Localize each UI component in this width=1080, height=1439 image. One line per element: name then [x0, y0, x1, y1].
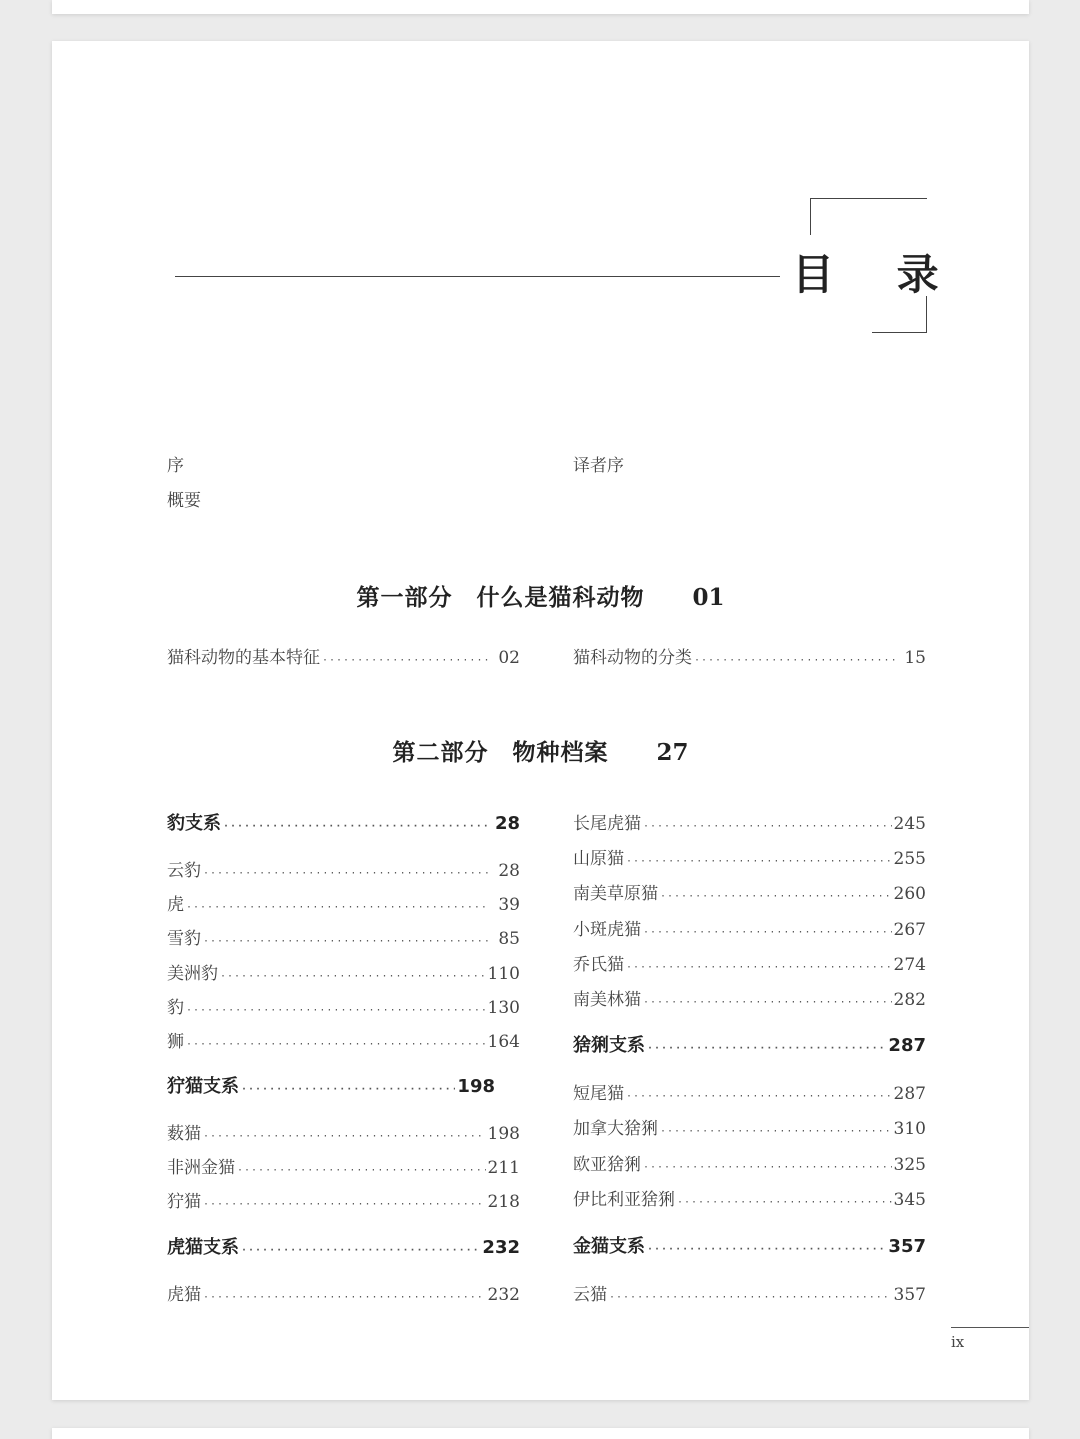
toc-entry-page: 255 — [893, 849, 926, 869]
toc-entry-title: 狞猫 — [167, 1192, 201, 1212]
toc-entry-title: 豹 — [167, 998, 184, 1018]
toc-leader — [660, 1126, 892, 1137]
toc-leader — [203, 1131, 486, 1142]
front-matter-summary[interactable]: 概要 — [167, 491, 201, 511]
toc-entry-page: 345 — [893, 1190, 926, 1210]
toc-entry[interactable] — [573, 985, 926, 1010]
toc-section-entry[interactable] — [167, 1072, 495, 1097]
toc-entry[interactable] — [573, 879, 926, 904]
toc-entry[interactable] — [167, 959, 520, 984]
toc-entry-title: 金猫支系 — [573, 1236, 645, 1257]
front-matter-translator-preface[interactable]: 译者序 — [573, 456, 624, 476]
toc-leader — [660, 891, 892, 902]
toc-entry-page: 28 — [498, 861, 520, 881]
toc-entry-title: 狮 — [167, 1032, 184, 1052]
toc-section-entry[interactable] — [573, 1232, 926, 1257]
toc-section-entry[interactable] — [167, 1233, 520, 1258]
title-bracket-bottom — [872, 296, 927, 333]
toc-leader — [677, 1197, 892, 1208]
toc-leader — [203, 1292, 486, 1303]
toc-leader — [203, 868, 490, 879]
part1-heading[interactable] — [52, 579, 1029, 612]
toc-section-entry[interactable] — [167, 809, 520, 834]
toc-leader — [241, 1245, 480, 1256]
toc-entry-title: 雪豹 — [167, 929, 201, 949]
toc-entry-page: 357 — [893, 1285, 926, 1305]
toc-entry-title: 南美林猫 — [573, 990, 641, 1010]
toc-entry[interactable] — [167, 924, 520, 949]
toc-entry-page: 198 — [487, 1124, 520, 1144]
toc-leader — [186, 902, 490, 913]
toc-entry-page: 110 — [487, 964, 520, 984]
toc-leader — [626, 962, 892, 973]
toc-entry[interactable] — [167, 643, 520, 668]
toc-entry-title: 长尾虎猫 — [573, 814, 641, 834]
toc-entry-title: 短尾猫 — [573, 1084, 624, 1104]
toc-leader — [186, 1039, 486, 1050]
toc-entry-title: 加拿大猞猁 — [573, 1119, 658, 1139]
toc-entry-page: 310 — [893, 1119, 926, 1139]
toc-entry[interactable] — [167, 1027, 520, 1052]
page-title: 目 录 — [792, 250, 963, 299]
toc-entry-title: 小斑虎猫 — [573, 920, 641, 940]
toc-leader — [643, 997, 892, 1008]
front-matter-preface[interactable]: 序 — [167, 456, 184, 476]
toc-entry[interactable] — [573, 1280, 926, 1305]
toc-entry-title: 豹支系 — [167, 813, 221, 834]
toc-entry-page: 287 — [893, 1084, 926, 1104]
toc-entry-page: 325 — [893, 1155, 926, 1175]
toc-entry[interactable] — [573, 1185, 926, 1210]
page-number: ix — [951, 1333, 965, 1351]
toc-entry-title: 非洲金猫 — [167, 1158, 235, 1178]
toc-entry[interactable] — [167, 993, 520, 1018]
toc-leader — [647, 1244, 886, 1255]
toc-entry[interactable] — [573, 1114, 926, 1139]
title-bracket-top — [810, 198, 927, 235]
toc-entry-page: 28 — [494, 813, 520, 834]
toc-entry[interactable] — [573, 915, 926, 940]
toc-entry-title: 山原猫 — [573, 849, 624, 869]
toc-entry-title: 虎 — [167, 895, 184, 915]
toc-leader — [609, 1292, 892, 1303]
toc-entry-page: 274 — [893, 955, 926, 975]
toc-entry-page: 211 — [487, 1158, 520, 1178]
toc-entry-page: 15 — [904, 648, 926, 668]
toc-entry-page: 232 — [487, 1285, 520, 1305]
toc-entry[interactable] — [167, 1119, 520, 1144]
toc-entry[interactable] — [573, 1079, 926, 1104]
toc-entry-page: 130 — [487, 998, 520, 1018]
part1-label: 第一部分 什么是猫科动物 — [356, 584, 645, 611]
part2-page: 27 — [656, 739, 689, 766]
toc-entry-page: 267 — [893, 920, 926, 940]
toc-leader — [203, 1199, 486, 1210]
toc-entry-title: 猫科动物的分类 — [573, 648, 692, 668]
toc-entry[interactable] — [167, 1280, 520, 1305]
toc-leader — [241, 1084, 455, 1095]
toc-entry[interactable] — [167, 1153, 520, 1178]
toc-entry-title: 南美草原猫 — [573, 884, 658, 904]
toc-entry-page: 218 — [487, 1192, 520, 1212]
toc-leader — [220, 971, 486, 982]
toc-leader — [203, 936, 490, 947]
toc-entry-title: 狞猫支系 — [167, 1076, 239, 1097]
toc-entry-page: 282 — [893, 990, 926, 1010]
toc-leader — [643, 1162, 892, 1173]
toc-entry[interactable] — [167, 890, 520, 915]
toc-leader — [237, 1165, 486, 1176]
part2-label: 第二部分 物种档案 — [392, 739, 609, 766]
toc-entry-title: 薮猫 — [167, 1124, 201, 1144]
toc-entry-title: 猞猁支系 — [573, 1035, 645, 1056]
previous-page-edge[interactable] — [52, 0, 1029, 14]
toc-entry-title: 云豹 — [167, 861, 201, 881]
toc-page — [52, 41, 1029, 1400]
toc-entry-page: 02 — [498, 648, 520, 668]
toc-entry-page: 287 — [888, 1035, 926, 1056]
toc-entry[interactable] — [167, 1187, 520, 1212]
toc-entry-page: 85 — [498, 929, 520, 949]
toc-leader — [626, 856, 892, 867]
toc-leader — [223, 821, 490, 832]
toc-entry-title: 虎猫 — [167, 1285, 201, 1305]
toc-entry-page: 232 — [482, 1237, 520, 1258]
toc-section-entry[interactable] — [573, 1031, 926, 1056]
toc-leader — [647, 1043, 886, 1054]
next-page-edge[interactable] — [52, 1428, 1029, 1439]
toc-entry-page: 39 — [498, 895, 520, 915]
toc-entry-page: 164 — [487, 1032, 520, 1052]
toc-leader — [186, 1005, 486, 1016]
part1-page: 01 — [692, 584, 725, 611]
toc-entry[interactable] — [573, 844, 926, 869]
toc-entry[interactable] — [573, 950, 926, 975]
toc-leader — [643, 927, 892, 938]
page-number-rule — [951, 1327, 1029, 1328]
toc-entry-page: 260 — [893, 884, 926, 904]
title-rule — [175, 276, 780, 277]
toc-entry-title: 伊比利亚猞猁 — [573, 1190, 675, 1210]
toc-entry-title: 猫科动物的基本特征 — [167, 648, 320, 668]
toc-entry[interactable] — [167, 856, 520, 881]
toc-leader — [643, 821, 892, 832]
toc-entry-page: 245 — [893, 814, 926, 834]
toc-entry-title: 虎猫支系 — [167, 1237, 239, 1258]
toc-entry[interactable] — [573, 643, 926, 668]
toc-entry[interactable] — [573, 809, 926, 834]
toc-entry-page: 198 — [457, 1076, 495, 1097]
toc-leader — [322, 655, 490, 666]
toc-entry[interactable] — [573, 1150, 926, 1175]
toc-entry-title: 美洲豹 — [167, 964, 218, 984]
toc-entry-page: 357 — [888, 1236, 926, 1257]
toc-entry-title: 云猫 — [573, 1285, 607, 1305]
toc-entry-title: 乔氏猫 — [573, 955, 624, 975]
toc-leader — [626, 1091, 892, 1102]
part2-heading[interactable] — [52, 734, 1029, 767]
toc-entry-title: 欧亚猞猁 — [573, 1155, 641, 1175]
toc-leader — [694, 655, 896, 666]
